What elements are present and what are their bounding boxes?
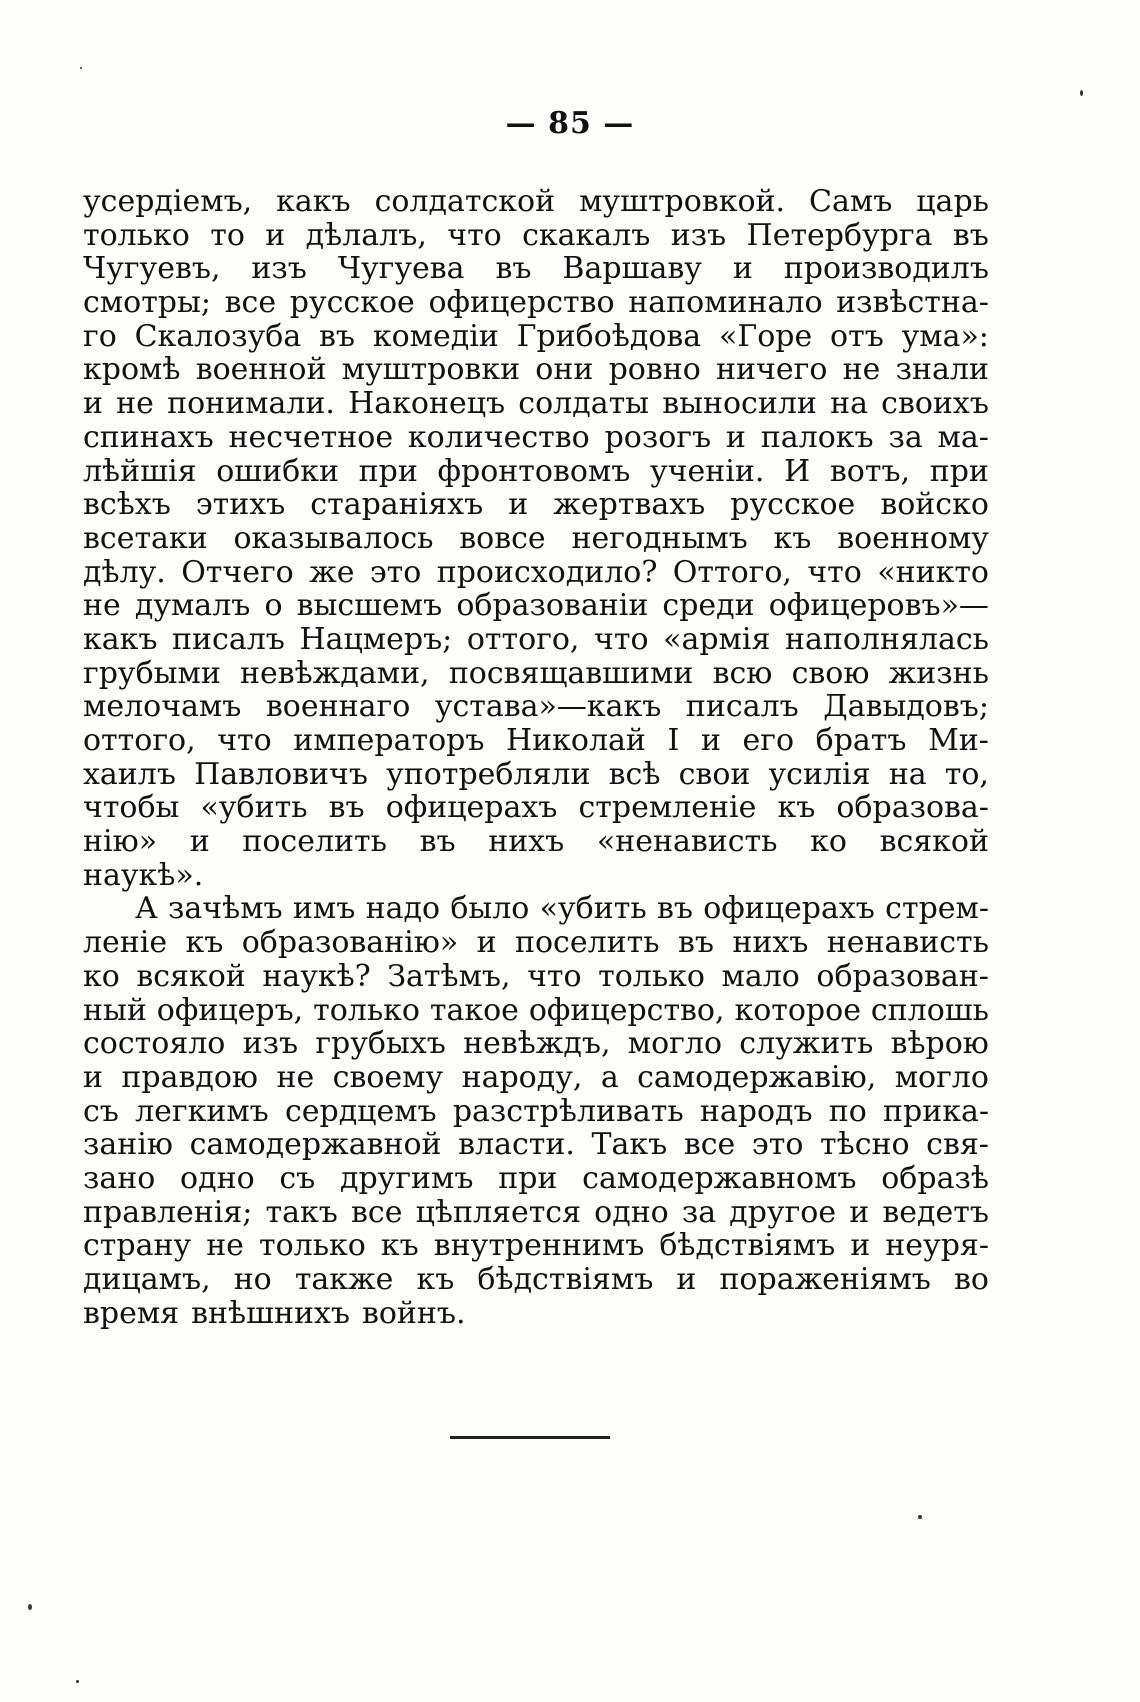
text-line: кромѣ военной муштровки они ровно ничего не знали <box>83 352 989 388</box>
scan-speck <box>76 1680 79 1683</box>
text-line: А зачѣмъ имъ надо было «убить въ офицерахъ стрем- <box>135 891 989 927</box>
scan-speck <box>28 1604 32 1610</box>
text-line: занію самодержавной власти. Такъ все это тѣсно свя- <box>83 1127 989 1163</box>
body-text <box>83 185 989 1330</box>
text-line: леніе къ образованію» и поселить въ нихъ ненависть <box>83 925 989 961</box>
text-line: страну не только къ внутреннимъ бѣдствіямъ и неуря- <box>83 1228 989 1264</box>
end-rule-divider <box>450 1436 610 1439</box>
text-line: Чугуевъ, изъ Чугуева въ Варшаву и производилъ <box>83 251 989 287</box>
text-line: состояло изъ грубыхъ невѣждъ, могло служить вѣрою <box>83 1026 989 1062</box>
scan-speck <box>1080 90 1083 96</box>
text-line: усердіемъ, какъ солдатской муштровкой. Самъ царь <box>83 184 989 219</box>
text-line: правленія; такъ все цѣпляется одно за другое и ведетъ <box>83 1194 989 1230</box>
text-line: го Скалозуба въ комедіи Грибоѣдова «Горе отъ ума»: <box>83 318 989 354</box>
text-line: оттого, что императоръ Николай I и его братъ Ми- <box>83 723 989 758</box>
text-line: ный офицеръ, только такое офицерство, которое сплошь <box>83 992 989 1028</box>
scan-speck <box>918 1515 922 1519</box>
text-line: какъ писалъ Нацмеръ; оттого, что «армія наполнялась <box>83 621 989 657</box>
scan-speck <box>80 67 82 69</box>
text-line: хаилъ Павловичъ употребляли всѣ свои усилія на то, <box>83 756 989 792</box>
page-number: — 85 — <box>505 106 635 141</box>
text-line: зано одно съ другимъ при самодержавномъ образѣ <box>83 1160 989 1196</box>
text-line: не думалъ о высшемъ образованіи среди офицеровъ»— <box>83 588 989 624</box>
text-line: время внѣшнихъ войнъ. <box>83 1295 466 1331</box>
text-line: смотры; все русское офицерство напоминало извѣстна- <box>83 285 989 321</box>
text-line: чтобы «убить въ офицерахъ стремленіе къ образова- <box>83 790 989 826</box>
text-line: всѣхъ этихъ стараніяхъ и жертвахъ русское войско <box>83 487 989 523</box>
text-line: грубыми невѣждами, посвящавшими всю свою жизнь <box>83 655 989 691</box>
text-line: наукѣ». <box>83 857 204 893</box>
text-line: и правдою не своему народу, а самодержавію, могло <box>83 1059 989 1095</box>
text-line: всетаки оказывалось вовсе негоднымъ къ военному <box>83 520 989 556</box>
text-line: нію» и поселить въ нихъ «ненависть ко всякой <box>83 824 989 860</box>
text-line: дицамъ, но также къ бѣдствіямъ и пораженіямъ во <box>83 1262 989 1297</box>
text-line: лѣйшія ошибки при фронтовомъ ученіи. И вотъ, при <box>83 453 989 489</box>
text-line: только то и дѣлалъ, что скакалъ изъ Петербурга въ <box>83 217 989 253</box>
text-line: и не понимали. Наконецъ солдаты выносили на своихъ <box>83 386 989 422</box>
text-line: мелочамъ военнаго устава»—какъ писалъ Давыдовъ; <box>83 689 989 725</box>
text-line: съ легкимъ сердцемъ разстрѣливать народъ по прика- <box>83 1093 989 1129</box>
text-line: дѣлу. Отчего же это происходило? Оттого, что «никто <box>83 554 989 590</box>
text-line: ко всякой наукѣ? Затѣмъ, что только мало образован- <box>83 958 989 994</box>
text-line: спинахъ несчетное количество розогъ и палокъ за ма- <box>83 419 989 455</box>
